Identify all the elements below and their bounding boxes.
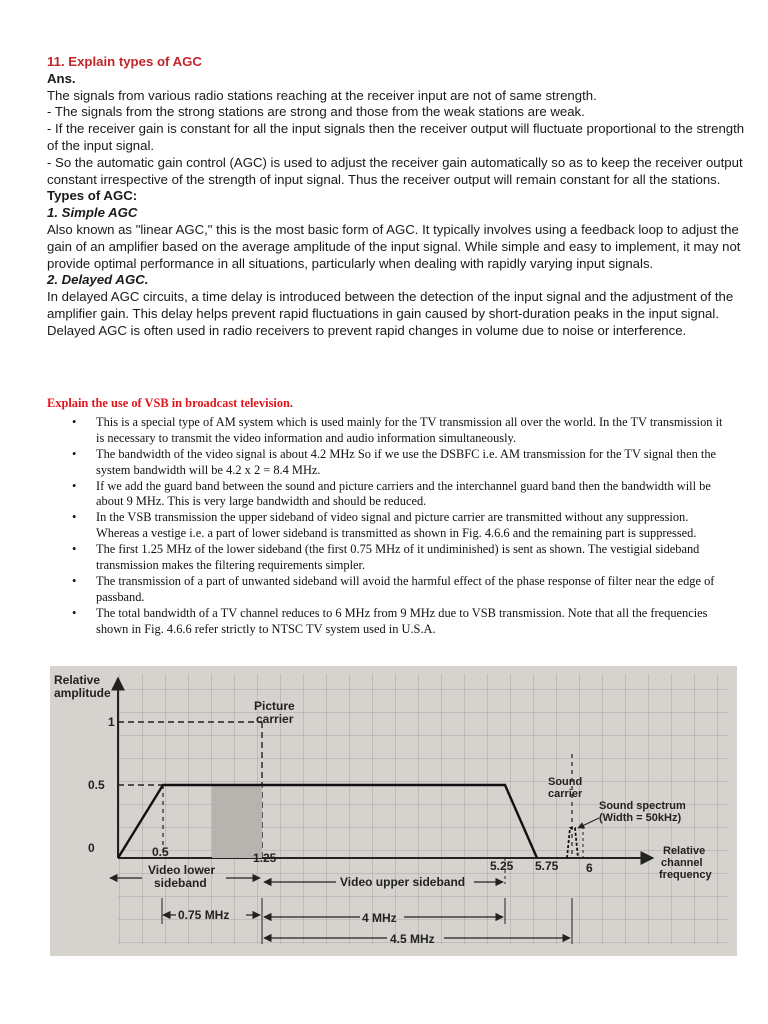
y-tick-1: 1 [108,715,115,729]
y-axis-label-2: amplitude [54,686,111,700]
delayed-agc-heading: 2. Delayed AGC. [47,272,149,288]
delayed-agc-text: In delayed AGC circuits, a time delay is introduced between the detection of the input signal and the adjustment of the amplifier gain. This delay helps prevent rapid fluctuations in gain caused by short-duration peaks in the input signal. Delayed AGC is often used in radio receivers to prevent rapid changes in volume due to noise or interference. [47,289,734,338]
dim-075-label: 0.75 MHz [178,908,230,922]
simple-agc-text: Also known as "linear AGC," this is the most basic form of AGC. It typically involves using a feedback loop to adjust the gain of an amplifier based on the average amplitude of the input signal. While simple and easy to implement, it may not provide optimal performance in all situations, particularly when dealing with rapidly varying input signals. [47,221,741,271]
agc-title: 11. Explain types of AGC [47,54,202,69]
x-axis-label-3: frequency [659,869,712,881]
vestige-shade [212,785,262,858]
x-tick-125: 1.25 [253,851,277,865]
y-axis-label-1: Relative [54,673,101,687]
vsb-bullet: • The first 1.25 MHz of the lower sideband (the first 0.75 MHz of it undiminished) is sent as shown. The vestigial sideband transmission makes the filtering requirements simpler. [47,542,727,574]
x-tick-525: 5.25 [490,859,514,873]
x-axis-label-1: Relative [663,845,706,857]
y-tick-0: 0 [88,841,95,855]
agc-section [47,54,747,340]
dim-45-label: 4.5 MHz [390,932,435,946]
agc-line-2: - The signals from the strong stations are strong and those from the weak stations are weak. [47,104,585,120]
vsb-bullet: • If we add the guard band between the sound and picture carriers and the interchannel guard band then the bandwidth will be about 9 MHz. This is very large bandwidth and should be reduced. [47,479,727,511]
video-lower-label-1: Video lower [148,863,216,877]
vsb-bullet: • This is a special type of AM system which is used mainly for the TV transmission all over the world. In the TV transmission it is necessary to transmit the video information and audio information simultaneously. [47,415,727,447]
agc-ans-label: Ans. [47,70,76,86]
video-upper-label: Video upper sideband [340,875,466,889]
picture-carrier-label-1: Picture [254,699,295,713]
x-tick-575: 5.75 [535,859,559,873]
picture-carrier-label-2: carrier [256,712,294,726]
vsb-bullet: • The transmission of a part of unwanted sideband will avoid the harmful effect of the phase response of filter near the edge of passband. [47,574,727,606]
sound-carrier-label-2: carrier [548,788,583,800]
vsb-bullet-list [47,415,727,638]
sound-spectrum-label-2: (Width = 50kHz) [599,812,682,824]
vsb-bullet: • The bandwidth of the video signal is about 4.2 MHz So if we use the DSBFC i.e. AM transmission for the TV signal then the system bandwidth will be 4.2 x 2 = 8.4 MHz. [47,447,727,479]
x-tick-6: 6 [586,861,593,875]
vsb-spectrum-figure [50,666,737,956]
vsb-title: Explain the use of VSB in broadcast television. [47,396,294,410]
y-tick-05: 0.5 [88,778,105,792]
agc-line-3: - If the receiver gain is constant for all the input signals then the receiver output will fluctuate proportional to the strength of the input signal. [47,121,745,153]
video-lower-label-2: sideband [154,876,207,890]
sound-carrier-label-1: Sound [548,776,583,788]
agc-line-1: The signals from various radio stations reaching at the receiver input are not of same strength. [47,87,597,103]
agc-types-heading: Types of AGC: [47,188,138,204]
vsb-bullet: • The total bandwidth of a TV channel reduces to 6 MHz from 9 MHz due to VSB transmission. Note that all the frequencies shown in Fig. 4.6.6 refer strictly to NTSC TV system used in U.S.A. [47,606,727,638]
agc-line-4: - So the automatic gain control (AGC) is used to adjust the receiver gain automatically so as to keep the receiver output constant irrespective of the strength of input signal. Thus the receiver output will remain constant for all the stations. [47,154,743,187]
vsb-section [47,396,727,638]
x-axis-label-2: channel [661,857,703,869]
x-tick-05: 0.5 [152,845,169,859]
sound-spectrum-label-1: Sound spectrum [599,800,686,812]
dim-4-label: 4 MHz [362,911,397,925]
vsb-bullet: • In the VSB transmission the upper sideband of video signal and picture carrier are transmitted without any suppression. Whereas a vestige i.e. a part of lower sideband is transmitted as shown in Fig. 4.6.6 and the remaining part is suppressed. [47,510,727,542]
simple-agc-heading: 1. Simple AGC [47,205,138,221]
